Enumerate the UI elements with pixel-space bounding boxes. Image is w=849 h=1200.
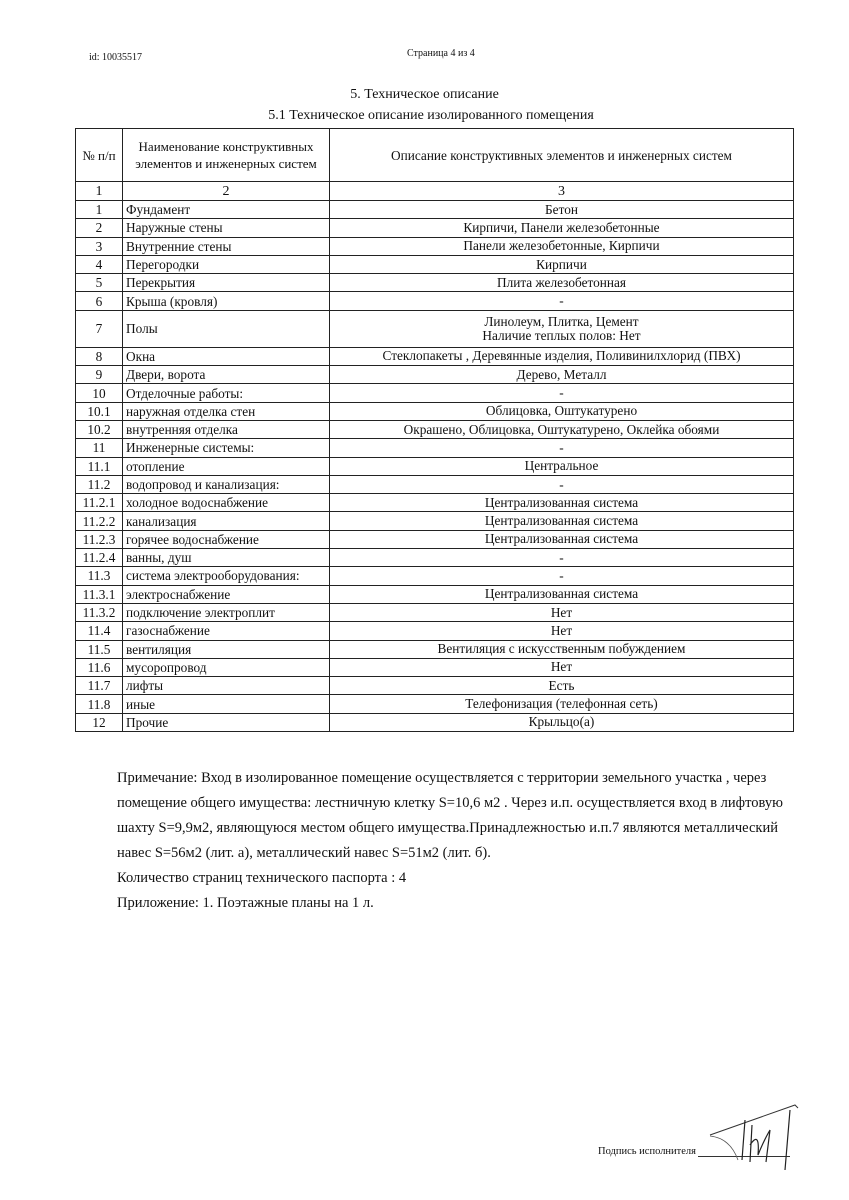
- element-name: наружная отделка стен: [123, 402, 330, 420]
- element-name: Перекрытия: [123, 274, 330, 292]
- description-line: Стеклопакеты , Деревянные изделия, Поливинилхлорид (ПВХ): [382, 348, 741, 364]
- description-line: Крыльцо(а): [528, 714, 595, 730]
- description-line: Нет: [550, 604, 573, 620]
- column-number: 2: [123, 182, 330, 201]
- description-line: Окрашено, Облицовка, Оштукатурено, Оклейка обоями: [403, 421, 720, 437]
- section-subtitle: 5.1 Техническое описание изолированного помещения: [268, 108, 594, 123]
- row-number: 11.7: [76, 677, 123, 695]
- element-description: [330, 677, 794, 695]
- table-row: [76, 292, 794, 310]
- element-name: газоснабжение: [123, 622, 330, 640]
- row-number: 11.3.1: [76, 585, 123, 603]
- element-description: [330, 457, 794, 475]
- element-name: Окна: [123, 347, 330, 365]
- element-name: Инженерные системы:: [123, 439, 330, 457]
- pages-count-text: Количество страниц технического паспорта : 4: [117, 870, 407, 886]
- element-name: горячее водоснабжение: [123, 530, 330, 548]
- row-number: 5: [76, 274, 123, 292]
- element-description: [330, 347, 794, 365]
- row-number: 10.1: [76, 402, 123, 420]
- table-row: [76, 494, 794, 512]
- row-number: 11.1: [76, 457, 123, 475]
- description-line: Облицовка, Оштукатурено: [485, 403, 638, 419]
- technical-description-table: [75, 128, 794, 732]
- description-line: Панели железобетонные, Кирпичи: [463, 238, 660, 254]
- section-title: 5. Техническое описание: [350, 87, 499, 102]
- element-name: ванны, душ: [123, 549, 330, 567]
- row-number: 8: [76, 347, 123, 365]
- row-number: 11.2.1: [76, 494, 123, 512]
- description-line: -: [559, 476, 564, 492]
- table-row: [76, 457, 794, 475]
- table-row: [76, 549, 794, 567]
- table-row: [76, 640, 794, 658]
- element-description: [330, 530, 794, 548]
- table-row: [76, 347, 794, 365]
- element-description: [330, 201, 794, 219]
- table-row: [76, 310, 794, 347]
- description-line: Нет: [550, 622, 573, 638]
- element-description: [330, 310, 794, 347]
- page-number: Страница 4 из 4: [407, 48, 475, 59]
- header-number: № п/п: [76, 129, 123, 182]
- description-line: Линолеум, Плитка, Цемент: [484, 313, 639, 329]
- row-number: 9: [76, 366, 123, 384]
- table-row: [76, 713, 794, 731]
- element-name: электроснабжение: [123, 585, 330, 603]
- table-row: [76, 384, 794, 402]
- table-row: [76, 677, 794, 695]
- table-row: [76, 658, 794, 676]
- row-number: 11.2: [76, 475, 123, 493]
- element-name: канализация: [123, 512, 330, 530]
- remark-text: Примечание: Вход в изолированное помещение осуществляется с территории земельного участка , через помещение общего имущества: лестничную клетку S=10,6 м2 . Через и.п. осуществляется вход в лифтовую шахту S=9,9м2, являющуюся местом общего имущества.Принадлежностью и.п.7 являются металлический навес S=56м2 (лит. а), металлический навес S=51м2 (лит. б).: [117, 770, 783, 861]
- description-line: -: [559, 293, 564, 309]
- column-number: 3: [330, 182, 794, 201]
- table-row: [76, 366, 794, 384]
- row-number: 11.2.2: [76, 512, 123, 530]
- element-name: лифты: [123, 677, 330, 695]
- description-line: -: [559, 549, 564, 565]
- element-name: Фундамент: [123, 201, 330, 219]
- row-number: 11: [76, 439, 123, 457]
- notes-section: [117, 766, 807, 916]
- element-name: иные: [123, 695, 330, 713]
- element-name: мусоропровод: [123, 658, 330, 676]
- header-description: Описание конструктивных элементов и инженерных систем: [330, 129, 794, 182]
- row-number: 11.5: [76, 640, 123, 658]
- row-number: 11.3: [76, 567, 123, 585]
- handwritten-signature-icon: [700, 1100, 810, 1170]
- element-name: подключение электроплит: [123, 603, 330, 621]
- table-row: [76, 603, 794, 621]
- table-body: [76, 201, 794, 732]
- element-description: [330, 603, 794, 621]
- table-row: [76, 585, 794, 603]
- row-number: 3: [76, 237, 123, 255]
- element-description: [330, 549, 794, 567]
- element-description: [330, 274, 794, 292]
- element-name: вентиляция: [123, 640, 330, 658]
- row-number: 11.4: [76, 622, 123, 640]
- element-description: [330, 567, 794, 585]
- element-name: система электрооборудования:: [123, 567, 330, 585]
- table-row: [76, 420, 794, 438]
- element-description: [330, 237, 794, 255]
- element-description: [330, 658, 794, 676]
- element-description: [330, 695, 794, 713]
- row-number: 2: [76, 219, 123, 237]
- table-row: [76, 237, 794, 255]
- element-name: Прочие: [123, 713, 330, 731]
- table-row: [76, 274, 794, 292]
- table-row: [76, 475, 794, 493]
- element-description: [330, 640, 794, 658]
- header-element-name: Наименование конструктивных элементов и инженерных систем: [123, 129, 330, 182]
- description-line: Кирпичи, Панели железобетонные: [463, 219, 660, 235]
- element-name: Отделочные работы:: [123, 384, 330, 402]
- element-description: [330, 475, 794, 493]
- table-row: [76, 201, 794, 219]
- table-row: [76, 530, 794, 548]
- element-description: [330, 622, 794, 640]
- row-number: 10: [76, 384, 123, 402]
- description-line: Централизованная система: [484, 494, 639, 510]
- element-description: [330, 420, 794, 438]
- row-number: 11.8: [76, 695, 123, 713]
- description-line: Плита железобетонная: [496, 274, 626, 290]
- element-name: Крыша (кровля): [123, 292, 330, 310]
- description-line: -: [559, 567, 564, 583]
- element-name: водопровод и канализация:: [123, 475, 330, 493]
- description-line: -: [559, 439, 564, 455]
- row-number: 1: [76, 201, 123, 219]
- element-description: [330, 219, 794, 237]
- column-number: 1: [76, 182, 123, 201]
- element-name: Внутренние стены: [123, 237, 330, 255]
- element-description: [330, 366, 794, 384]
- table-row: [76, 255, 794, 273]
- element-name: внутренняя отделка: [123, 420, 330, 438]
- description-line: Вентиляция с искусственным побуждением: [437, 641, 686, 657]
- element-name: Наружные стены: [123, 219, 330, 237]
- row-number: 11.3.2: [76, 603, 123, 621]
- row-number: 7: [76, 310, 123, 347]
- element-name: холодное водоснабжение: [123, 494, 330, 512]
- table-row: [76, 512, 794, 530]
- description-line: Кирпичи: [536, 256, 587, 272]
- table-header-row: [76, 129, 794, 182]
- description-line: Есть: [548, 677, 575, 693]
- element-description: [330, 402, 794, 420]
- description-line: Наличие теплых полов: Нет: [482, 327, 641, 343]
- row-number: 12: [76, 713, 123, 731]
- row-number: 11.2.3: [76, 530, 123, 548]
- description-line: Централизованная система: [484, 586, 639, 602]
- row-number: 4: [76, 255, 123, 273]
- table-row: [76, 439, 794, 457]
- table-row: [76, 219, 794, 237]
- description-line: Бетон: [545, 201, 578, 217]
- element-description: [330, 439, 794, 457]
- row-number: 11.6: [76, 658, 123, 676]
- element-name: Полы: [123, 310, 330, 347]
- description-line: Центральное: [524, 458, 599, 474]
- description-line: Нет: [550, 659, 573, 675]
- document-id: id: 10035517: [89, 52, 143, 63]
- row-number: 11.2.4: [76, 549, 123, 567]
- element-description: [330, 713, 794, 731]
- table-row: [76, 567, 794, 585]
- element-description: [330, 494, 794, 512]
- element-description: [330, 255, 794, 273]
- row-number: 10.2: [76, 420, 123, 438]
- description-line: -: [559, 385, 564, 401]
- table-row: [76, 622, 794, 640]
- column-number-row: [76, 182, 794, 201]
- description-line: Дерево, Металл: [516, 366, 607, 382]
- appendix-text: Приложение: 1. Поэтажные планы на 1 л.: [117, 895, 374, 911]
- element-description: [330, 512, 794, 530]
- element-name: Перегородки: [123, 255, 330, 273]
- element-description: [330, 585, 794, 603]
- signature-label: Подпись исполнителя: [598, 1146, 696, 1157]
- row-number: 6: [76, 292, 123, 310]
- element-name: отопление: [123, 457, 330, 475]
- description-line: Централизованная система: [484, 513, 639, 529]
- element-name: Двери, ворота: [123, 366, 330, 384]
- element-description: [330, 292, 794, 310]
- description-line: Телефонизация (телефонная сеть): [465, 696, 658, 712]
- description-line: Централизованная система: [484, 531, 639, 547]
- table-row: [76, 695, 794, 713]
- table-row: [76, 402, 794, 420]
- element-description: [330, 384, 794, 402]
